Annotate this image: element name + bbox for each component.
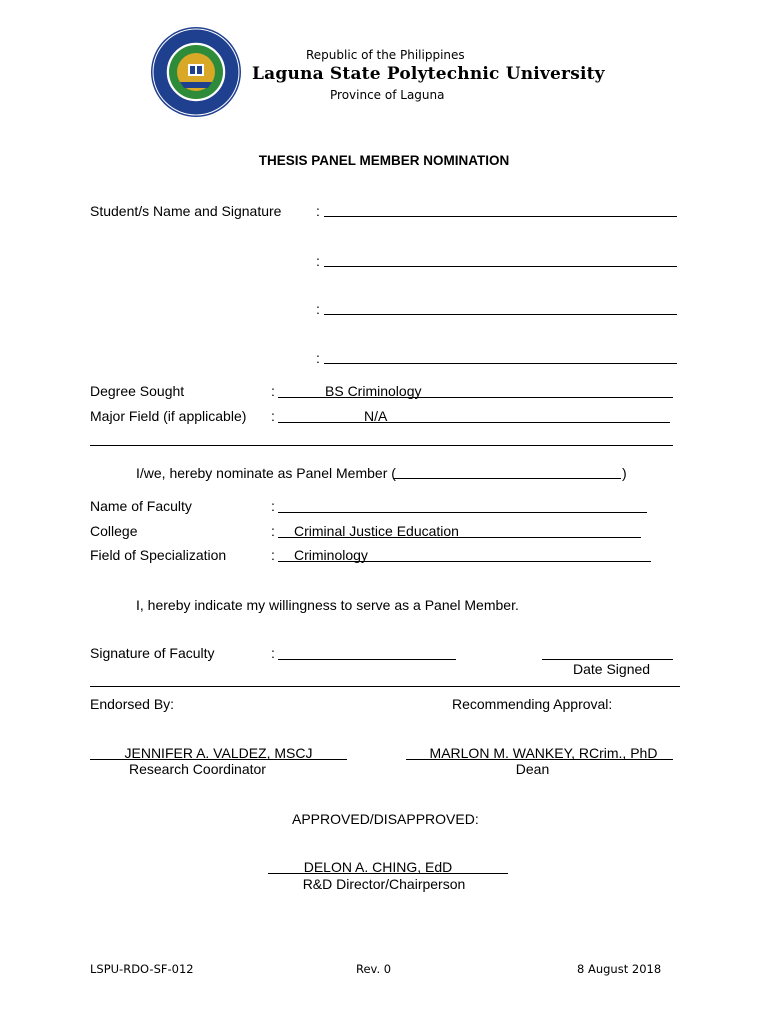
separator-line-2 <box>90 686 680 687</box>
nominate-close: ) <box>622 465 627 481</box>
date-line[interactable] <box>542 659 673 660</box>
signature-colon: : <box>271 645 275 661</box>
willingness-text: I, hereby indicate my willingness to serve as a Panel Member. <box>136 597 519 613</box>
student-colon-4: : <box>316 350 320 366</box>
recommender-name: MARLON M. WANKEY, RCrim., PhD <box>429 745 658 761</box>
nominate-text: I/we, hereby nominate as Panel Member ( <box>136 465 396 481</box>
college-value: Criminal Justice Education <box>294 523 459 539</box>
specialization-label: Field of Specialization <box>90 547 227 563</box>
degree-colon: : <box>271 383 275 399</box>
faculty-name-line[interactable] <box>278 512 647 513</box>
degree-label: Degree Sought <box>90 383 185 399</box>
student-name-label: Student/s Name and Signature <box>90 203 282 219</box>
republic-text: Republic of the Philippines <box>306 48 465 62</box>
separator-line-1 <box>90 445 673 446</box>
degree-value: BS Criminology <box>325 383 422 399</box>
university-name: Laguna State Polytechnic University <box>252 64 605 84</box>
endorser-role: Research Coordinator <box>129 761 266 777</box>
endorsed-label: Endorsed By: <box>90 696 175 712</box>
college-colon: : <box>271 523 275 539</box>
approval-label: APPROVED/DISAPPROVED: <box>292 811 479 827</box>
recommender-role: Dean <box>515 761 550 777</box>
college-label: College <box>90 523 138 539</box>
student-colon-2: : <box>316 253 320 269</box>
faculty-name-label: Name of Faculty <box>90 498 192 514</box>
student-line-3[interactable] <box>324 314 677 315</box>
province-text: Province of Laguna <box>330 88 445 102</box>
major-line[interactable] <box>278 422 670 423</box>
specialization-value: Criminology <box>294 547 368 563</box>
nominee-line[interactable] <box>393 478 621 479</box>
specialization-colon: : <box>271 547 275 563</box>
seal-icon <box>150 26 242 118</box>
major-colon: : <box>271 408 275 424</box>
form-code: LSPU-RDO-SF-012 <box>90 962 194 976</box>
approver-name: DELON A. CHING, EdD <box>303 859 453 875</box>
university-seal <box>150 26 242 118</box>
recommending-label: Recommending Approval: <box>452 696 613 712</box>
approver-role: R&D Director/Chairperson <box>302 876 466 892</box>
student-colon-3: : <box>316 301 320 317</box>
major-label: Major Field (if applicable) <box>90 408 247 424</box>
document-title: THESIS PANEL MEMBER NOMINATION <box>258 153 510 168</box>
faculty-name-colon: : <box>271 498 275 514</box>
major-value: N/A <box>364 408 388 424</box>
endorser-name: JENNIFER A. VALDEZ, MSCJ <box>124 745 313 761</box>
student-colon-1: : <box>316 203 320 219</box>
date-signed-label: Date Signed <box>573 661 651 677</box>
revision-number: Rev. 0 <box>356 962 392 976</box>
student-line-2[interactable] <box>324 266 677 267</box>
revision-date: 8 August 2018 <box>577 962 662 976</box>
student-line-4[interactable] <box>324 363 677 364</box>
signature-label: Signature of Faculty <box>90 645 215 661</box>
signature-line[interactable] <box>278 659 456 660</box>
student-line-1[interactable] <box>324 216 677 217</box>
